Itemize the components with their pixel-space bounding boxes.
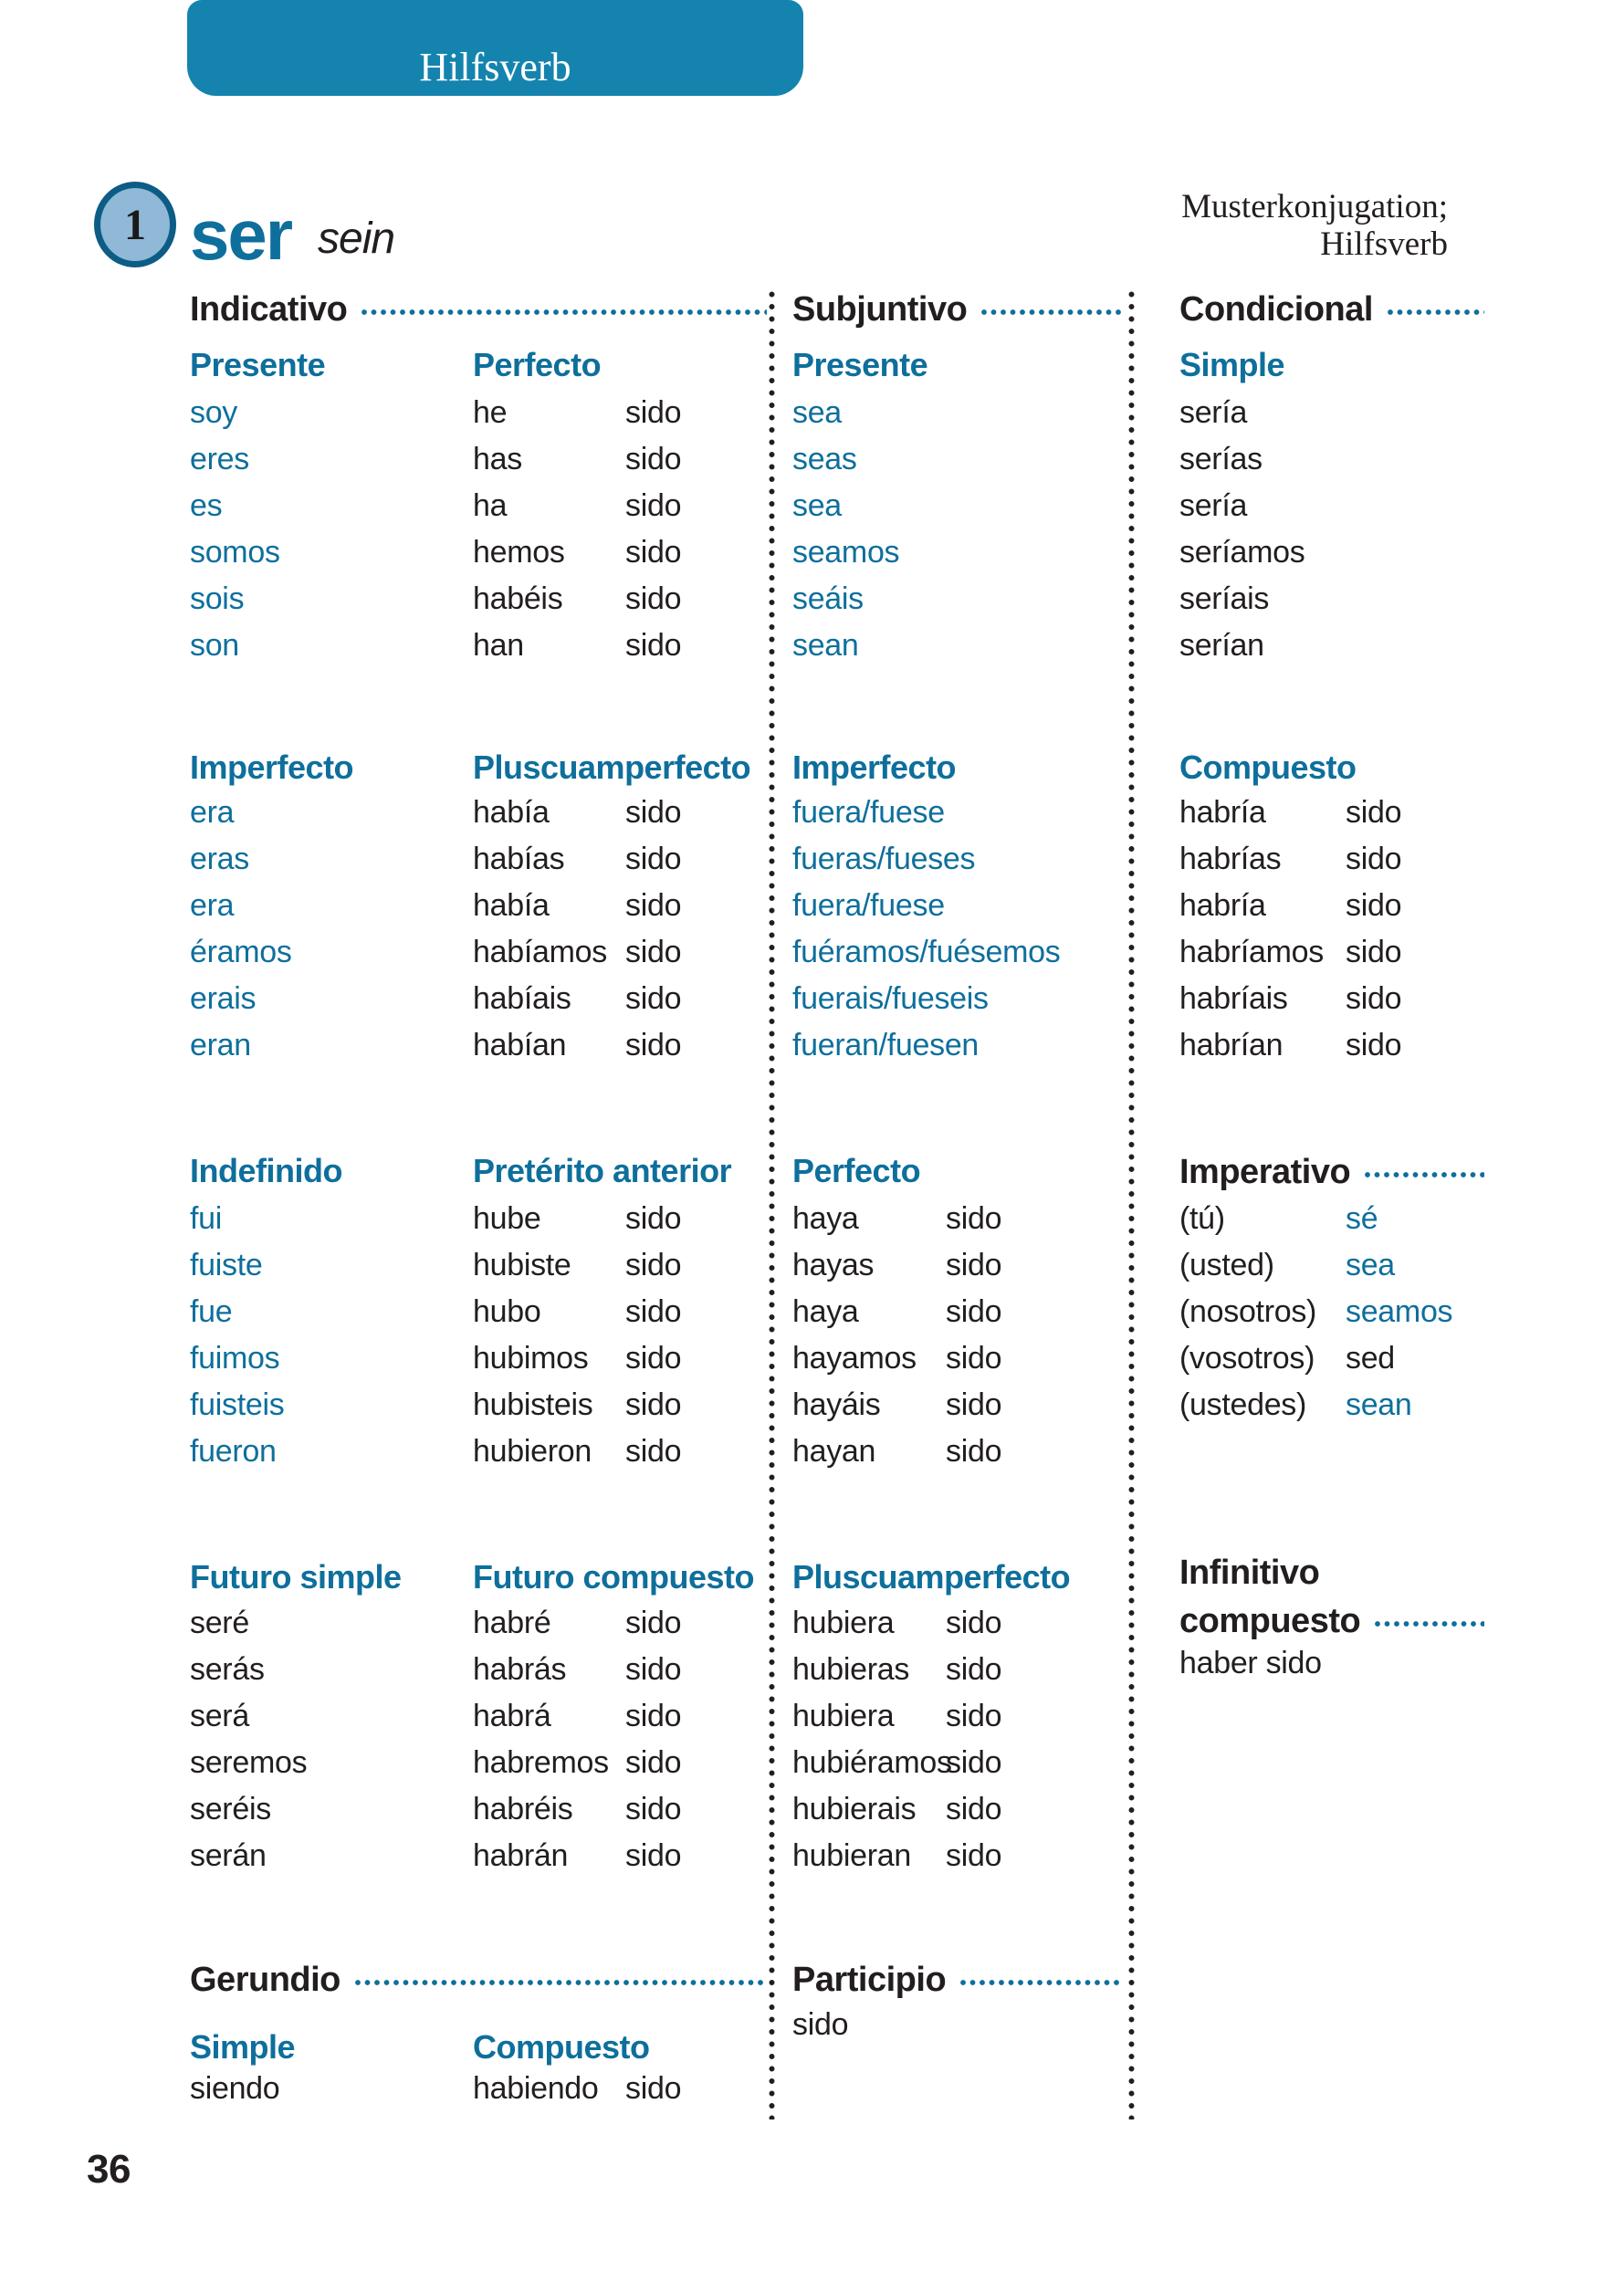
verb-form: haya <box>792 1201 859 1236</box>
verb-form: sido <box>625 1792 682 1826</box>
verb-form: fuimos <box>190 1341 280 1376</box>
tense-label: Futuro compuesto <box>473 1558 754 1596</box>
verb-form: fuera/fuese <box>792 888 945 923</box>
verb-form: sean <box>1346 1387 1412 1422</box>
verb-form: habiendo <box>473 2071 599 2106</box>
verb-form: habrán <box>473 1838 569 1873</box>
verb-form: han <box>473 628 524 663</box>
verb-form: sido <box>625 535 682 570</box>
annotation-line2: Hilfsverb <box>1320 225 1448 263</box>
verb-form: fuerais/fueseis <box>792 981 989 1016</box>
verb-form: (nosotros) <box>1179 1294 1317 1329</box>
verb-form: habríais <box>1179 981 1288 1016</box>
verb-form: sea <box>792 395 842 430</box>
verb-form: sido <box>1346 842 1402 876</box>
dotted-leader <box>1363 1170 1484 1179</box>
verb-form: hubiéramos <box>792 1745 952 1780</box>
verb-form: son <box>190 628 239 663</box>
dotted-leader <box>1386 308 1484 317</box>
verb-form: había <box>473 888 550 923</box>
verb-form: hubiera <box>792 1699 895 1733</box>
tense-label: Imperfecto <box>190 748 354 786</box>
form-header-label: compuesto <box>1179 1602 1361 1640</box>
mood-header-label: Condicional <box>1179 290 1373 329</box>
verb-form: habré <box>473 1606 551 1640</box>
dotted-leader <box>1373 1619 1484 1628</box>
verb-form: sido <box>625 1434 682 1469</box>
verb-form: sido <box>946 1652 1002 1687</box>
verb-form: hubieran <box>792 1838 911 1873</box>
verb-form: seamos <box>792 535 900 570</box>
verb-form: sido <box>946 1434 1002 1469</box>
tense-label: Pluscuamperfecto <box>792 1558 1071 1596</box>
verb-form: sido <box>625 1699 682 1733</box>
verb-form: sido <box>625 795 682 830</box>
verb-form: sido <box>946 1838 1002 1873</box>
verb-form: hubiera <box>792 1606 895 1640</box>
verb-form: habría <box>1179 888 1266 923</box>
tense-label: Simple <box>1179 346 1285 383</box>
verb-form: había <box>473 795 550 830</box>
verb-form: sean <box>792 628 859 663</box>
verb-form: será <box>190 1699 249 1733</box>
verb-form: sido <box>625 488 682 523</box>
verb-form: sido <box>625 981 682 1016</box>
verb-form: he <box>473 395 508 430</box>
verb-form: hube <box>473 1201 541 1236</box>
verb-form: fuisteis <box>190 1387 285 1422</box>
verb-form: sido <box>946 1201 1002 1236</box>
verb-form: éramos <box>190 935 292 969</box>
tense-label: Presente <box>792 346 928 383</box>
verb-form: siendo <box>190 2071 280 2106</box>
verb-form: habrás <box>473 1652 567 1687</box>
form-header-label: Gerundio <box>190 1961 341 1999</box>
verb-form: sido <box>1346 888 1402 923</box>
column-indicativo <box>190 0 767 2271</box>
mood-header <box>190 288 767 330</box>
form-header <box>190 1959 767 2001</box>
verb-form: sería <box>1179 488 1248 523</box>
verb-form: (vosotros) <box>1179 1341 1315 1376</box>
verb-form: sido <box>625 935 682 969</box>
page-number: 36 <box>87 2147 131 2192</box>
verb-form: sido <box>946 1387 1002 1422</box>
verb-form: habréis <box>473 1792 573 1826</box>
form-header <box>1179 1600 1484 1642</box>
verb-form: seáis <box>792 581 864 616</box>
verb-form: serían <box>1179 628 1264 663</box>
verb-form: sido <box>625 1028 682 1062</box>
form-header <box>792 1959 1123 2001</box>
verb-form: habrías <box>1179 842 1282 876</box>
verb-form: has <box>473 442 522 476</box>
verb-form: ha <box>473 488 508 523</box>
verb-form: hubierais <box>792 1792 917 1826</box>
verb-form: habéis <box>473 581 563 616</box>
verb-form: hayas <box>792 1248 875 1282</box>
verb-form: sido <box>946 1341 1002 1376</box>
verb-form: (tú) <box>1179 1201 1225 1236</box>
tense-label: Perfecto <box>792 1152 921 1189</box>
verb-form: sido <box>1346 1028 1402 1062</box>
verb-form: habríamos <box>1179 935 1324 969</box>
verb-form: (ustedes) <box>1179 1387 1307 1422</box>
verb-form: eran <box>190 1028 251 1062</box>
verb-form: habíamos <box>473 935 607 969</box>
form-header-label: Participio <box>792 1961 947 1999</box>
verb-form: era <box>190 888 235 923</box>
verb-form: hubieron <box>473 1434 592 1469</box>
verb-form: sido <box>946 1294 1002 1329</box>
verb-title: ser <box>190 194 292 275</box>
verb-form: fuera/fuese <box>792 795 945 830</box>
verb-form: sido <box>625 1294 682 1329</box>
verb-form: hubiste <box>473 1248 571 1282</box>
verb-form: sido <box>1346 795 1402 830</box>
verb-form: sido <box>946 1606 1002 1640</box>
mood-header <box>1179 288 1484 330</box>
verb-form: sido <box>946 1248 1002 1282</box>
verb-form: sido <box>625 395 682 430</box>
verb-form: sido <box>625 1652 682 1687</box>
verb-form: seré <box>190 1606 249 1640</box>
verb-form: haya <box>792 1294 859 1329</box>
verb-form: sido <box>625 581 682 616</box>
verb-form: soy <box>190 395 238 430</box>
verb-form: hubieras <box>792 1652 910 1687</box>
verb-form: sido <box>625 2071 682 2106</box>
verb-form: seréis <box>190 1792 271 1826</box>
verb-form: habría <box>1179 795 1266 830</box>
verb-form: sido <box>625 888 682 923</box>
verb-form: somos <box>190 535 280 570</box>
form-header <box>1179 1552 1484 1594</box>
verb-form: sido <box>625 1745 682 1780</box>
verb-form: fuiste <box>190 1248 263 1282</box>
verb-form: habrían <box>1179 1028 1283 1062</box>
dotted-leader <box>980 308 1123 317</box>
verb-form: sido <box>625 442 682 476</box>
verb-form: sé <box>1346 1201 1378 1236</box>
dotted-leader <box>360 308 767 317</box>
form-header <box>1179 1151 1484 1193</box>
verb-form: fueran/fuesen <box>792 1028 980 1062</box>
verb-form: sido <box>792 2007 849 2042</box>
verb-form: seas <box>792 442 857 476</box>
verb-form: habremos <box>473 1745 609 1780</box>
verb-form: fueras/fueses <box>792 842 976 876</box>
annotation-line1: Musterkonjugation; <box>1181 188 1448 225</box>
verb-form: seamos <box>1346 1294 1453 1329</box>
column-condicional <box>1179 0 1484 2271</box>
mood-header-label: Subjuntivo <box>792 290 968 329</box>
tense-label: Imperfecto <box>792 748 957 786</box>
verb-form: eras <box>190 842 249 876</box>
chapter-tab-label: Hilfsverb <box>419 45 571 89</box>
dotted-leader <box>353 1978 767 1987</box>
verb-form: sois <box>190 581 245 616</box>
verb-form: habías <box>473 842 565 876</box>
verb-form: seríamos <box>1179 535 1305 570</box>
verb-form: serán <box>190 1838 267 1873</box>
verb-form: erais <box>190 981 257 1016</box>
verb-form: hayamos <box>792 1341 917 1376</box>
verb-form: sido <box>946 1699 1002 1733</box>
verb-form: sido <box>1346 935 1402 969</box>
verb-form: hemos <box>473 535 565 570</box>
verb-form: serás <box>190 1652 265 1687</box>
verb-form: sería <box>1179 395 1248 430</box>
verb-form: sido <box>625 1387 682 1422</box>
verb-form: sea <box>792 488 842 523</box>
verb-form: fuéramos/fuésemos <box>792 935 1061 969</box>
verb-form: sido <box>1346 981 1402 1016</box>
verb-form: (usted) <box>1179 1248 1274 1282</box>
tense-label: Compuesto <box>473 2028 650 2066</box>
mood-header-label: Indicativo <box>190 290 348 329</box>
tense-label: Compuesto <box>1179 748 1357 786</box>
verb-form: eres <box>190 442 249 476</box>
column-subjuntivo <box>792 0 1123 2271</box>
verb-form: sido <box>946 1745 1002 1780</box>
verb-form: habrá <box>473 1699 551 1733</box>
verb-form: seremos <box>190 1745 308 1780</box>
verb-form: hubimos <box>473 1341 589 1376</box>
verb-form: serías <box>1179 442 1263 476</box>
verb-form: fueron <box>190 1434 277 1469</box>
verb-form: es <box>190 488 223 523</box>
dotted-leader <box>959 1978 1123 1987</box>
verb-number: 1 <box>124 200 146 249</box>
form-header-label: Infinitivo <box>1179 1554 1320 1592</box>
verb-form: habían <box>473 1028 567 1062</box>
verb-form: era <box>190 795 235 830</box>
verb-form: seríais <box>1179 581 1270 616</box>
verb-form: sido <box>625 1201 682 1236</box>
verb-form: sido <box>625 1606 682 1640</box>
verb-form: habíais <box>473 981 571 1016</box>
tense-label: Presente <box>190 346 326 383</box>
verb-form: sido <box>946 1792 1002 1826</box>
mood-header <box>792 288 1123 330</box>
verb-translation: sein <box>318 215 395 263</box>
tense-label: Simple <box>190 2028 296 2066</box>
verb-form: haber sido <box>1179 1646 1322 1680</box>
tense-label: Perfecto <box>473 346 602 383</box>
verb-form: fui <box>190 1201 223 1236</box>
verb-form: sed <box>1346 1341 1395 1376</box>
tense-label: Pluscuamperfecto <box>473 748 751 786</box>
verb-form: sido <box>625 1341 682 1376</box>
verb-form: sea <box>1346 1248 1395 1282</box>
tense-label: Pretérito anterior <box>473 1152 732 1189</box>
verb-form: sido <box>625 1838 682 1873</box>
verb-form: hubo <box>473 1294 541 1329</box>
verb-form: fue <box>190 1294 233 1329</box>
verb-form: hayan <box>792 1434 876 1469</box>
verb-form: sido <box>625 842 682 876</box>
verb-form: sido <box>625 1248 682 1282</box>
tense-label: Futuro simple <box>190 1558 402 1596</box>
verb-form: hubisteis <box>473 1387 593 1422</box>
verb-form: sido <box>625 628 682 663</box>
tense-label: Indefinido <box>190 1152 342 1189</box>
form-header-label: Imperativo <box>1179 1153 1351 1191</box>
verb-form: hayáis <box>792 1387 881 1422</box>
